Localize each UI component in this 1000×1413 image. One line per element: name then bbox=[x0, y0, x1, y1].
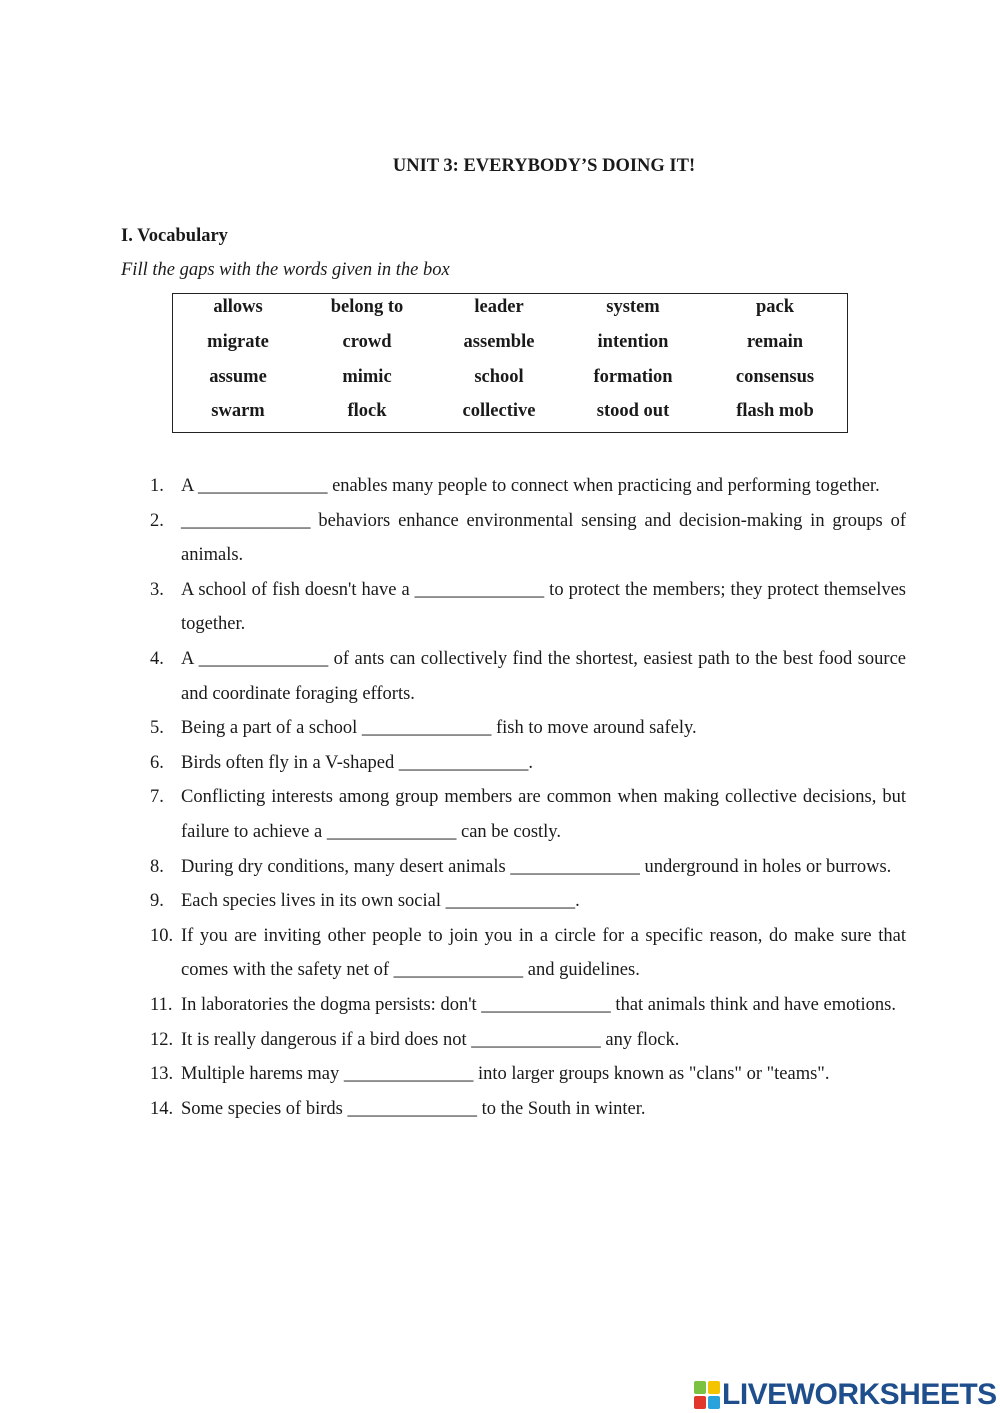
word-box bbox=[172, 293, 848, 433]
question-number: 1. bbox=[150, 476, 164, 496]
question-text: Being a part of a school ______________ fish to move around safely. bbox=[181, 718, 697, 739]
question-item bbox=[150, 469, 906, 504]
word-box-word: mimic bbox=[342, 367, 392, 387]
question-text: ______________ behaviors enhance environmental sensing and decision-making in groups of animals. bbox=[181, 510, 906, 566]
question-number: 14. bbox=[150, 1098, 174, 1119]
question-text: Each species lives in its own social ______________. bbox=[181, 891, 580, 912]
question-text: A ______________ enables many people to connect when practicing and performing together. bbox=[181, 476, 880, 496]
word-box-word: leader bbox=[474, 297, 524, 317]
liveworksheets-logo-text: LIVEWORKSHEETS bbox=[722, 1378, 997, 1411]
question-number: 9. bbox=[150, 891, 164, 912]
question-text: A ______________ of ants can collectively find the shortest, easiest path to the best food source and coordinate foraging efforts. bbox=[181, 648, 906, 704]
question-number: 8. bbox=[150, 856, 164, 877]
question-item bbox=[150, 711, 906, 746]
word-box-word: pack bbox=[755, 297, 795, 317]
question-text: Some species of birds ______________ to the South in winter. bbox=[181, 1098, 646, 1119]
question-item bbox=[150, 1092, 906, 1127]
word-box-row bbox=[173, 297, 847, 331]
question-item bbox=[150, 504, 906, 573]
question-text: If you are inviting other people to join you in a circle for a specific reason, do make sure that comes with the safety net of ______________ and guidelines. bbox=[181, 925, 906, 981]
word-box-word: consensus bbox=[735, 367, 815, 387]
question-text: Conflicting interests among group members are common when making collective decisions, but failure to achieve a ______________ can be costly. bbox=[181, 787, 906, 842]
logo-square-yellow bbox=[708, 1381, 720, 1394]
question-number: 11. bbox=[150, 994, 173, 1015]
word-box-row bbox=[173, 401, 847, 435]
word-box-word: flock bbox=[347, 401, 387, 421]
question-item bbox=[150, 573, 906, 642]
word-box-word: intention bbox=[597, 332, 669, 352]
question-text: Birds often fly in a V-shaped ______________. bbox=[181, 752, 533, 773]
word-box-word: flash mob bbox=[736, 401, 814, 421]
word-box-word: assume bbox=[209, 367, 267, 387]
question-number: 6. bbox=[150, 752, 164, 773]
logo-square-green bbox=[694, 1381, 706, 1394]
section-heading: I. Vocabulary bbox=[121, 226, 228, 246]
word-box-word: formation bbox=[593, 367, 673, 387]
logo-square-red bbox=[694, 1396, 706, 1409]
question-item bbox=[150, 988, 906, 1023]
word-box-word: belong to bbox=[330, 297, 404, 317]
question-text: In laboratories the dogma persists: don't ______________ that animals think and have emotions. bbox=[181, 994, 896, 1015]
word-box-word: school bbox=[474, 367, 524, 387]
question-text: It is really dangerous if a bird does not ______________ any flock. bbox=[181, 1029, 680, 1050]
word-box-word: system bbox=[606, 297, 660, 317]
question-item bbox=[150, 746, 906, 781]
question-item bbox=[150, 780, 906, 849]
question-item bbox=[150, 850, 906, 885]
word-box-word: migrate bbox=[207, 332, 269, 352]
word-box-word: remain bbox=[746, 332, 804, 352]
question-number: 10. bbox=[150, 925, 174, 946]
word-box-row bbox=[173, 332, 847, 366]
question-item bbox=[150, 1023, 906, 1058]
question-number: 5. bbox=[150, 718, 164, 739]
logo-square-blue bbox=[708, 1396, 720, 1409]
question-list bbox=[150, 469, 906, 1126]
exercise-instruction: Fill the gaps with the words given in the box bbox=[121, 260, 450, 280]
liveworksheets-logo-icon bbox=[694, 1381, 720, 1409]
question-number: 7. bbox=[150, 787, 164, 808]
word-box-word: crowd bbox=[342, 332, 392, 352]
question-item bbox=[150, 642, 906, 711]
question-number: 12. bbox=[150, 1029, 174, 1050]
question-number: 4. bbox=[150, 648, 164, 669]
question-number: 3. bbox=[150, 579, 164, 600]
question-item bbox=[150, 1057, 906, 1092]
question-text: A school of fish doesn't have a ______________ to protect the members; they protect themselves together. bbox=[181, 579, 906, 635]
word-box-word: allows bbox=[213, 297, 263, 317]
question-text: Multiple harems may ______________ into larger groups known as "clans" or "teams". bbox=[181, 1064, 830, 1085]
word-box-word: stood out bbox=[596, 401, 670, 421]
question-item bbox=[150, 919, 906, 988]
question-item bbox=[150, 884, 906, 919]
liveworksheets-logo bbox=[694, 1378, 997, 1412]
question-number: 2. bbox=[150, 510, 164, 531]
word-box-word: swarm bbox=[211, 401, 265, 421]
page-title: UNIT 3: EVERYBODY’S DOING IT! bbox=[392, 156, 696, 176]
word-box-row bbox=[173, 367, 847, 401]
word-box-word: collective bbox=[462, 401, 536, 421]
question-text: During dry conditions, many desert animals ______________ underground in holes or burrows. bbox=[181, 856, 892, 877]
word-box-word: assemble bbox=[463, 332, 535, 352]
question-number: 13. bbox=[150, 1064, 174, 1085]
